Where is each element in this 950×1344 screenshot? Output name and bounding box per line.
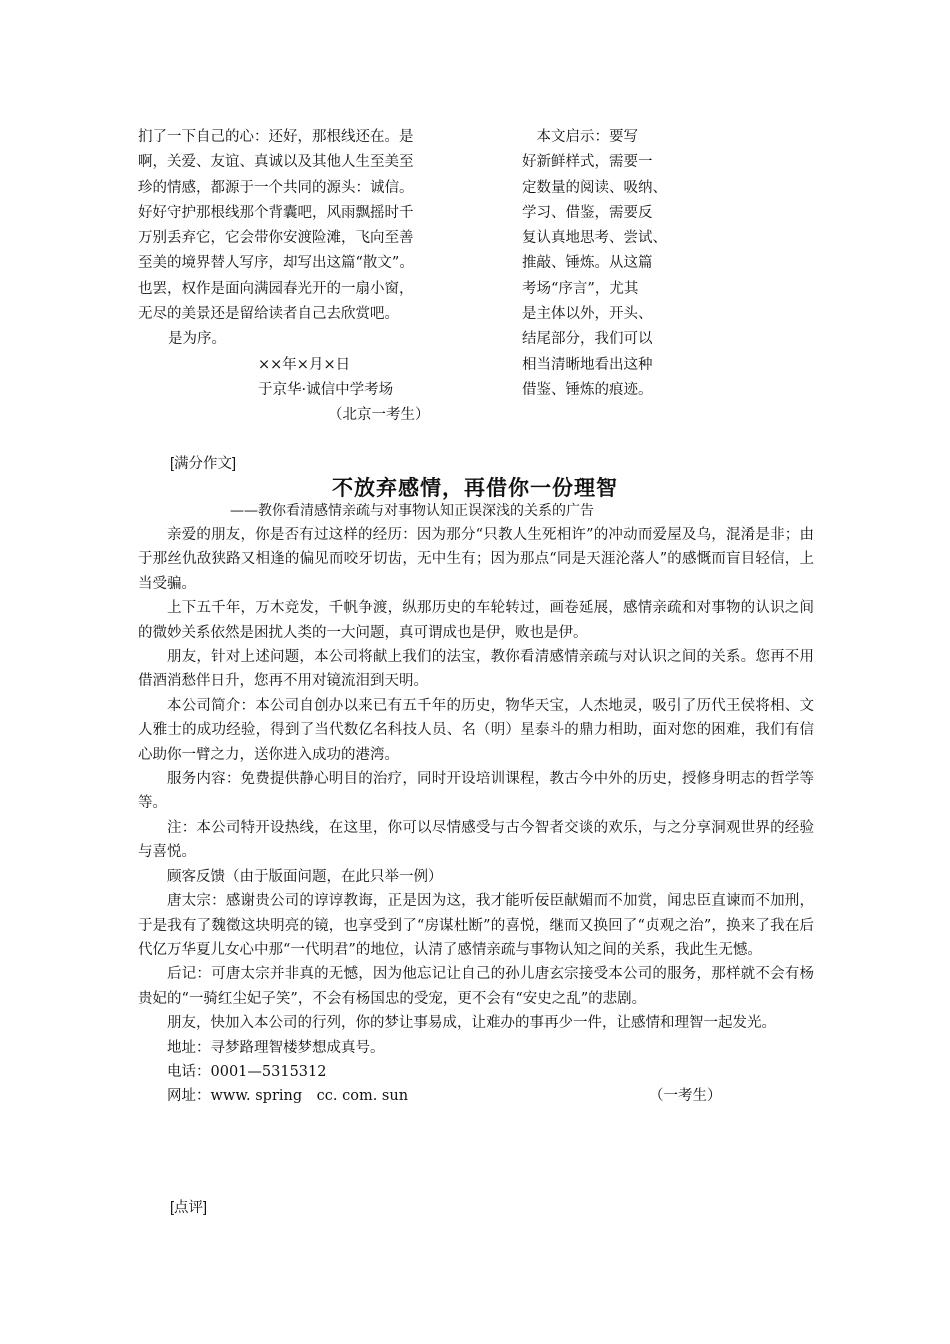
essay-phone: 电话：0001—5315312 — [167, 1063, 327, 1080]
commentary-line: 相当清晰地看出这种 — [522, 356, 653, 373]
commentary-line: 本文启示：要写 — [522, 129, 638, 145]
preface-author: （北京一考生） — [328, 407, 430, 424]
preface-line: 也罢，权作是面向满园春光开的一扇小窗， — [138, 280, 414, 297]
preface-ending-column — [138, 125, 483, 429]
essay-paragraph: 顾客反馈（由于版面问题，在此只举一例） — [167, 868, 443, 885]
commentary-line: 定数量的阅读、吸纳、 — [522, 179, 667, 196]
preface-line: 珍的情感，都源于一个共同的源头：诚信。 — [138, 179, 414, 196]
essay-website: 网址：www. spring cc. com. sun — [167, 1088, 409, 1105]
essay-paragraph: 上下五千年，万木竞发，千帆争渡，纵那历史的车轮转过，画卷延展，感情亲疏和对事物的认识之间的微妙关系依然是困扰人类的一大问题，真可谓成也是伊，败也是伊。 — [138, 600, 814, 641]
preface-line: 好好守护那根线那个背囊吧，风雨飘摇时千 — [138, 204, 414, 221]
commentary-line: 学习、借鉴，需要反 — [522, 204, 653, 221]
preface-line: 无尽的美景还是留给读者自己去欣赏吧。 — [138, 306, 399, 323]
commentary-line: 好新鲜样式，需要一 — [522, 154, 653, 171]
essay-subtitle: ——教你看清感情亲疏与对事物认知正误深浅的关系的广告 — [230, 503, 594, 519]
essay-title: 不放弃感情，再借你一份理智 — [332, 477, 618, 500]
essay-paragraph: 本公司简介：本公司自创办以来已有五千年的历史，物华天宝，人杰地灵，吸引了历代王侯将相、文人雅士的成功经验，得到了当代数亿名科技人员、名（明）星泰斗的鼎力相助，面对您的困难，我们有信心助你一臂之力，送你进入成功的港湾。 — [138, 697, 814, 763]
review-label: [点评] — [170, 1200, 208, 1216]
essay-website-row — [138, 1084, 814, 1108]
preface-date: ××年×月×日 — [258, 356, 351, 373]
commentary-line: 复认真地思考、尝试、 — [522, 230, 667, 247]
essay-address: 地址：寻梦路理智楼梦想成真号。 — [167, 1039, 385, 1056]
preface-line: 啊，关爱、友谊、真诚以及其他人生至美至 — [138, 154, 414, 171]
essay-body — [138, 523, 814, 1109]
essay-paragraph: 亲爱的朋友，你是否有过这样的经历：因为那分“只教人生死相许”的冲动而爱屋及乌，混淆是非；由于那丝仇敌狭路又相逢的偏见而咬牙切齿，无中生有；因为那点“同是天涯沦落人”的感慨而盲目轻信，上当受骗。 — [138, 527, 814, 592]
preface-place: 于京华·诚信中学考场 — [258, 381, 394, 398]
commentary-line: 结尾部分，我们可以 — [522, 331, 653, 348]
preface-line: 万别丢弃它，它会带你安渡险滩，飞向至善 — [138, 230, 414, 247]
essay-paragraph: 注：本公司特开设热线，在这里，你可以尽情感受与古今智者交谈的欢乐，与之分享洞观世界的经验与喜悦。 — [138, 819, 814, 861]
preface-line: 至美的境界替人写序，却写出这篇“散文”。 — [138, 255, 414, 272]
essay-paragraph: 唐太宗：感谢贵公司的谆谆教诲，正是因为这，我才能听佞臣献媚而不加赏，闻忠臣直谏而不加刑，于是我有了魏徵这块明亮的镜，也享受到了“房谋杜断”的喜悦，继而又换回了“贞观之治”，换来了我在后代亿万华夏儿女心中那“一代明君”的地位，认清了感情亲疏与事物认知之间的关系，我此生无憾。 — [138, 893, 814, 958]
essay-paragraph: 后记：可唐太宗并非真的无憾，因为他忘记让自己的孙儿唐玄宗接受本公司的服务，那样就不会有杨贵妃的“一骑红尘妃子笑”，不会有杨国忠的受宠，更不会有“安史之乱”的悲剧。 — [138, 966, 814, 1007]
section-label: [满分作文] — [170, 456, 237, 472]
commentary-line: 借鉴、锤炼的痕迹。 — [522, 381, 653, 398]
essay-paragraph: 朋友，快加入本公司的行列，你的梦让事易成，让难办的事再少一件，让感情和理智一起发光。 — [167, 1015, 776, 1032]
preface-line: 扪了一下自己的心：还好，那根线还在。是 — [138, 129, 414, 145]
preface-closing: 是为序。 — [168, 331, 226, 348]
commentary-line: 是主体以外，开头、 — [522, 306, 653, 323]
commentary-line: 推敲、锤炼。从这篇 — [522, 255, 653, 272]
commentary-column — [522, 125, 697, 403]
commentary-line: 考场“序言”，尤其 — [522, 280, 639, 297]
essay-paragraph: 服务内容：免费提供静心明目的治疗，同时开设培训课程，教古今中外的历史，授修身明志的哲学等等。 — [138, 771, 814, 812]
essay-author: （一考生） — [649, 1088, 722, 1105]
essay-paragraph: 朋友，针对上述问题，本公司将献上我们的法宝，教你看清感情亲疏与对认识之间的关系。您再不用借酒消愁伴日升，您再不用对镜流泪到天明。 — [138, 649, 814, 690]
